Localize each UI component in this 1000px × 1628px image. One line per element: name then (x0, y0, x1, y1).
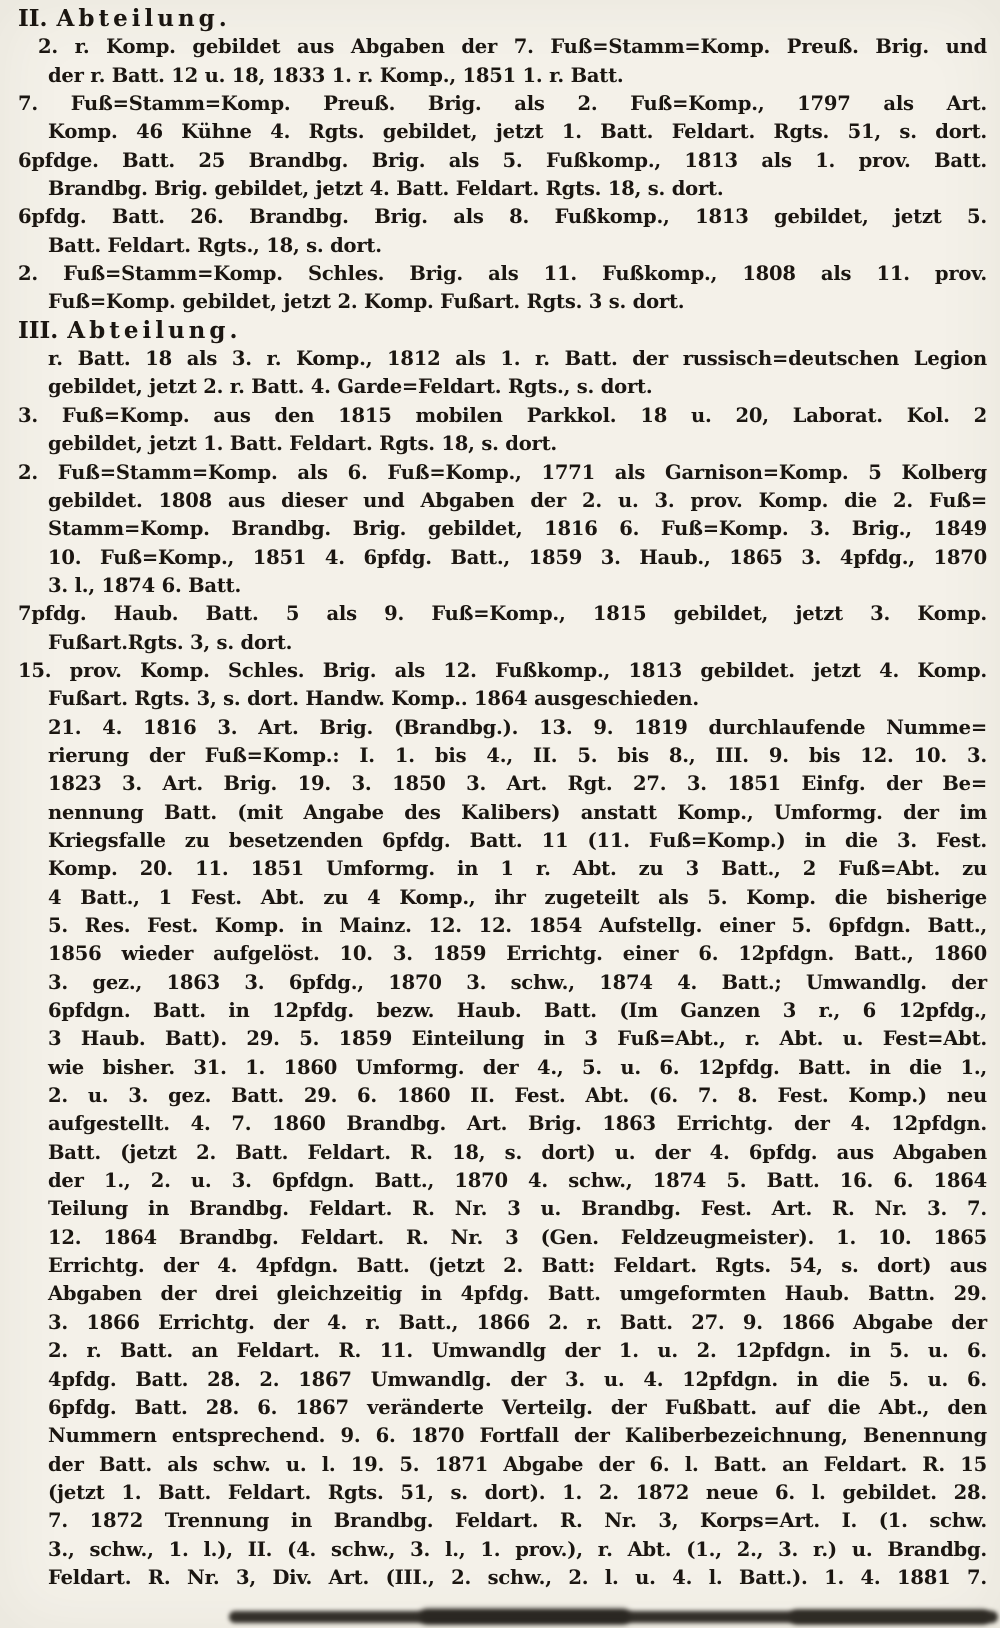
text-line: 4pfdg. Batt. 28. 2. 1867 Umwandlg. der 3. u. 4. 12pfdgn. in die 5. u. 6. (48, 1367, 987, 1391)
section-heading (0, 5, 1000, 33)
text-line: r. Batt. 18 als 3. r. Komp., 1812 als 1. r. Batt. der russisch=deutschen Legion (48, 347, 987, 371)
text-line: 1856 wieder aufgelöst. 10. 3. 1859 Errichtg. einer 6. 12pfdgn. Batt., 1860 (48, 942, 987, 966)
text-line: 15. prov. Komp. Schles. Brig. als 12. Fußkomp., 1813 gebildet. jetzt 4. Komp. (18, 658, 987, 682)
section-heading-numeral: III. (18, 316, 59, 344)
text-line: gebildet, jetzt 1. Batt. Feldart. Rgts. 18, s. dort. (48, 432, 558, 456)
section-heading (0, 317, 1000, 345)
text-line: Teilung in Brandbg. Feldart. R. Nr. 3 u. Brandbg. Fest. Art. R. Nr. 3. 7. (48, 1197, 987, 1221)
text-line: Kriegsfalle zu besetzenden 6pfdg. Batt. 11 (11. Fuß=Komp.) in die 3. Fest. (48, 828, 987, 852)
section-heading-word: Abteilung. (67, 316, 242, 344)
text-line: 4 Batt., 1 Fest. Abt. zu 4 Komp., ihr zugeteilt als 5. Komp. die bisherige (48, 885, 987, 909)
text-line: 6pfdg. Batt. 28. 6. 1867 veränderte Verteilg. der Fußbatt. auf die Abt., den (48, 1395, 987, 1419)
text-line: Feldart. R. Nr. 3, Div. Art. (III., 2. schw., 2. l. u. 4. l. Batt.). 1. 4. 1881 7. (48, 1565, 987, 1589)
text-line: 3. 1866 Errichtg. der 4. r. Batt., 1866 2. r. Batt. 27. 9. 1866 Abgabe der (48, 1310, 987, 1334)
text-line: 10. Fuß=Komp., 1851 4. 6pfdg. Batt., 1859 3. Haub., 1865 3. 4pfdg., 1870 (48, 545, 987, 569)
text-line: Fußart. Rgts. 3, s. dort. Handw. Komp.. 1864 ausgeschieden. (48, 687, 699, 711)
text-line: der Batt. als schw. u. l. 19. 5. 1871 Abgabe der 6. l. Batt. an Feldart. R. 15 (48, 1452, 987, 1476)
text-line: 7. Fuß=Stamm=Komp. Preuß. Brig. als 2. Fuß=Komp., 1797 als Art. (18, 92, 987, 116)
text-line: 6pfdg. Batt. 26. Brandbg. Brig. als 8. Fußkomp., 1813 gebildet, jetzt 5. (18, 205, 987, 229)
text-line: Fuß=Komp. gebildet, jetzt 2. Komp. Fußart. Rgts. 3 s. dort. (48, 290, 685, 314)
text-line: 3. gez., 1863 3. 6pfdg., 1870 3. schw., 1874 4. Batt.; Umwandlg. der (48, 970, 987, 994)
cutoff-text-smudge-blob (790, 1610, 990, 1624)
text-line: rierung der Fuß=Komp.: I. 1. bis 4., II. 5. bis 8., III. 9. bis 12. 10. 3. (48, 743, 987, 767)
text-line: 3. Fuß=Komp. aus den 1815 mobilen Parkkol. 18 u. 20, Laborat. Kol. 2 (18, 403, 987, 427)
text-line: der 1., 2. u. 3. 6pfdgn. Batt., 1870 4. schw., 1874 5. Batt. 16. 6. 1864 (48, 1169, 987, 1193)
text-line: Komp. 46 Kühne 4. Rgts. gebildet, jetzt 1. Batt. Feldart. Rgts. 51, s. dort. (48, 120, 987, 144)
text-line: (jetzt 1. Batt. Feldart. Rgts. 51, s. dort). 1. 2. 1872 neue 6. l. gebildet. 28. (48, 1480, 987, 1504)
text-line: 7. 1872 Trennung in Brandbg. Feldart. R. Nr. 3, Korps=Art. I. (1. schw. (48, 1509, 987, 1533)
text-line: nennung Batt. (mit Angabe des Kalibers) anstatt Komp., Umformg. der im (48, 800, 987, 824)
text-line: 7pfdg. Haub. Batt. 5 als 9. Fuß=Komp., 1815 gebildet, jetzt 3. Komp. (18, 602, 987, 626)
text-line: 1823 3. Art. Brig. 19. 3. 1850 3. Art. Rgt. 27. 3. 1851 Einfg. der Be= (48, 772, 987, 796)
text-line: Batt. (jetzt 2. Batt. Feldart. R. 18, s. dort) u. der 4. 6pfdg. aus Abgaben (48, 1140, 987, 1164)
text-line: 2. r. Batt. an Feldart. R. 11. Umwandlg der 1. u. 2. 12pfdgn. in 5. u. 6. (48, 1339, 987, 1363)
text-line: Batt. Feldart. Rgts., 18, s. dort. (48, 233, 382, 257)
text-line: wie bisher. 31. 1. 1860 Umformg. der 4., 5. u. 6. 12pfdg. Batt. in die 1., (48, 1055, 987, 1079)
text-line: 21. 4. 1816 3. Art. Brig. (Brandbg.). 13. 9. 1819 durchlaufende Numme= (48, 715, 987, 739)
text-line: Errichtg. der 4. 4pfdgn. Batt. (jetzt 2. Batt: Feldart. Rgts. 54, s. dort) aus (48, 1254, 987, 1278)
text-line: Nummern entsprechend. 9. 6. 1870 Fortfall der Kaliberbezeichnung, Benennung (48, 1424, 987, 1448)
section-heading-numeral: II. (18, 5, 48, 32)
text-line: Fußart.Rgts. 3, s. dort. (48, 630, 293, 654)
cutoff-text-smudge-blob (420, 1609, 630, 1624)
text-line: 6pfdgn. Batt. in 12pfdg. bezw. Haub. Batt. (Im Ganzen 3 r., 6 12pfdg., (48, 999, 987, 1023)
text-line: 3., schw., 1. l.), II. (4. schw., 3. l., 1. prov.), r. Abt. (1., 2., 3. r.) u. Brandbg. (48, 1537, 987, 1561)
section-heading-word: Abteilung. (56, 5, 231, 32)
text-line: aufgestellt. 4. 7. 1860 Brandbg. Art. Brig. 1863 Errichtg. der 4. 12pfdgn. (48, 1112, 987, 1136)
text-line: 2. r. Komp. gebildet aus Abgaben der 7. Fuß=Stamm=Komp. Preuß. Brig. und (38, 35, 987, 59)
text-line: Komp. 20. 11. 1851 Umformg. in 1 r. Abt. zu 3 Batt., 2 Fuß=Abt. zu (48, 857, 987, 881)
text-line: der r. Batt. 12 u. 18, 1833 1. r. Komp., 1851 1. r. Batt. (48, 63, 624, 87)
text-line: 6pfdge. Batt. 25 Brandbg. Brig. als 5. Fußkomp., 1813 als 1. prov. Batt. (18, 148, 987, 172)
text-line: 3. l., 1874 6. Batt. (48, 573, 242, 597)
text-line: Brandbg. Brig. gebildet, jetzt 4. Batt. Feldart. Rgts. 18, s. dort. (48, 177, 724, 201)
text-block (0, 5, 1000, 1592)
text-line: Stamm=Komp. Brandbg. Brig. gebildet, 1816 6. Fuß=Komp. 3. Brig., 1849 (48, 517, 987, 541)
text-line: 2. u. 3. gez. Batt. 29. 6. 1860 II. Fest. Abt. (6. 7. 8. Fest. Komp.) neu (48, 1084, 987, 1108)
text-line: 5. Res. Fest. Komp. in Mainz. 12. 12. 1854 Aufstellg. einer 5. 6pfdgn. Batt., (48, 914, 987, 937)
text-line: 2. Fuß=Stamm=Komp. Schles. Brig. als 11. Fußkomp., 1808 als 11. prov. (18, 262, 987, 286)
text-line: Abgaben der drei gleichzeitig in 4pfdg. Batt. umgeformten Haub. Battn. 29. (48, 1282, 987, 1306)
text-line: 2. Fuß=Stamm=Komp. als 6. Fuß=Komp., 1771 als Garnison=Komp. 5 Kolberg (18, 460, 987, 484)
text-line: 12. 1864 Brandbg. Feldart. R. Nr. 3 (Gen. Feldzeugmeister). 1. 10. 1865 (48, 1225, 987, 1249)
text-line: 3 Haub. Batt). 29. 5. 1859 Einteilung in 3 Fuß=Abt., r. Abt. u. Fest=Abt. (48, 1027, 987, 1051)
text-line: gebildet. 1808 aus dieser und Abgaben der 2. u. 3. prov. Komp. die 2. Fuß= (48, 488, 987, 512)
text-line: gebildet, jetzt 2. r. Batt. 4. Garde=Feldart. Rgts., s. dort. (48, 375, 653, 399)
